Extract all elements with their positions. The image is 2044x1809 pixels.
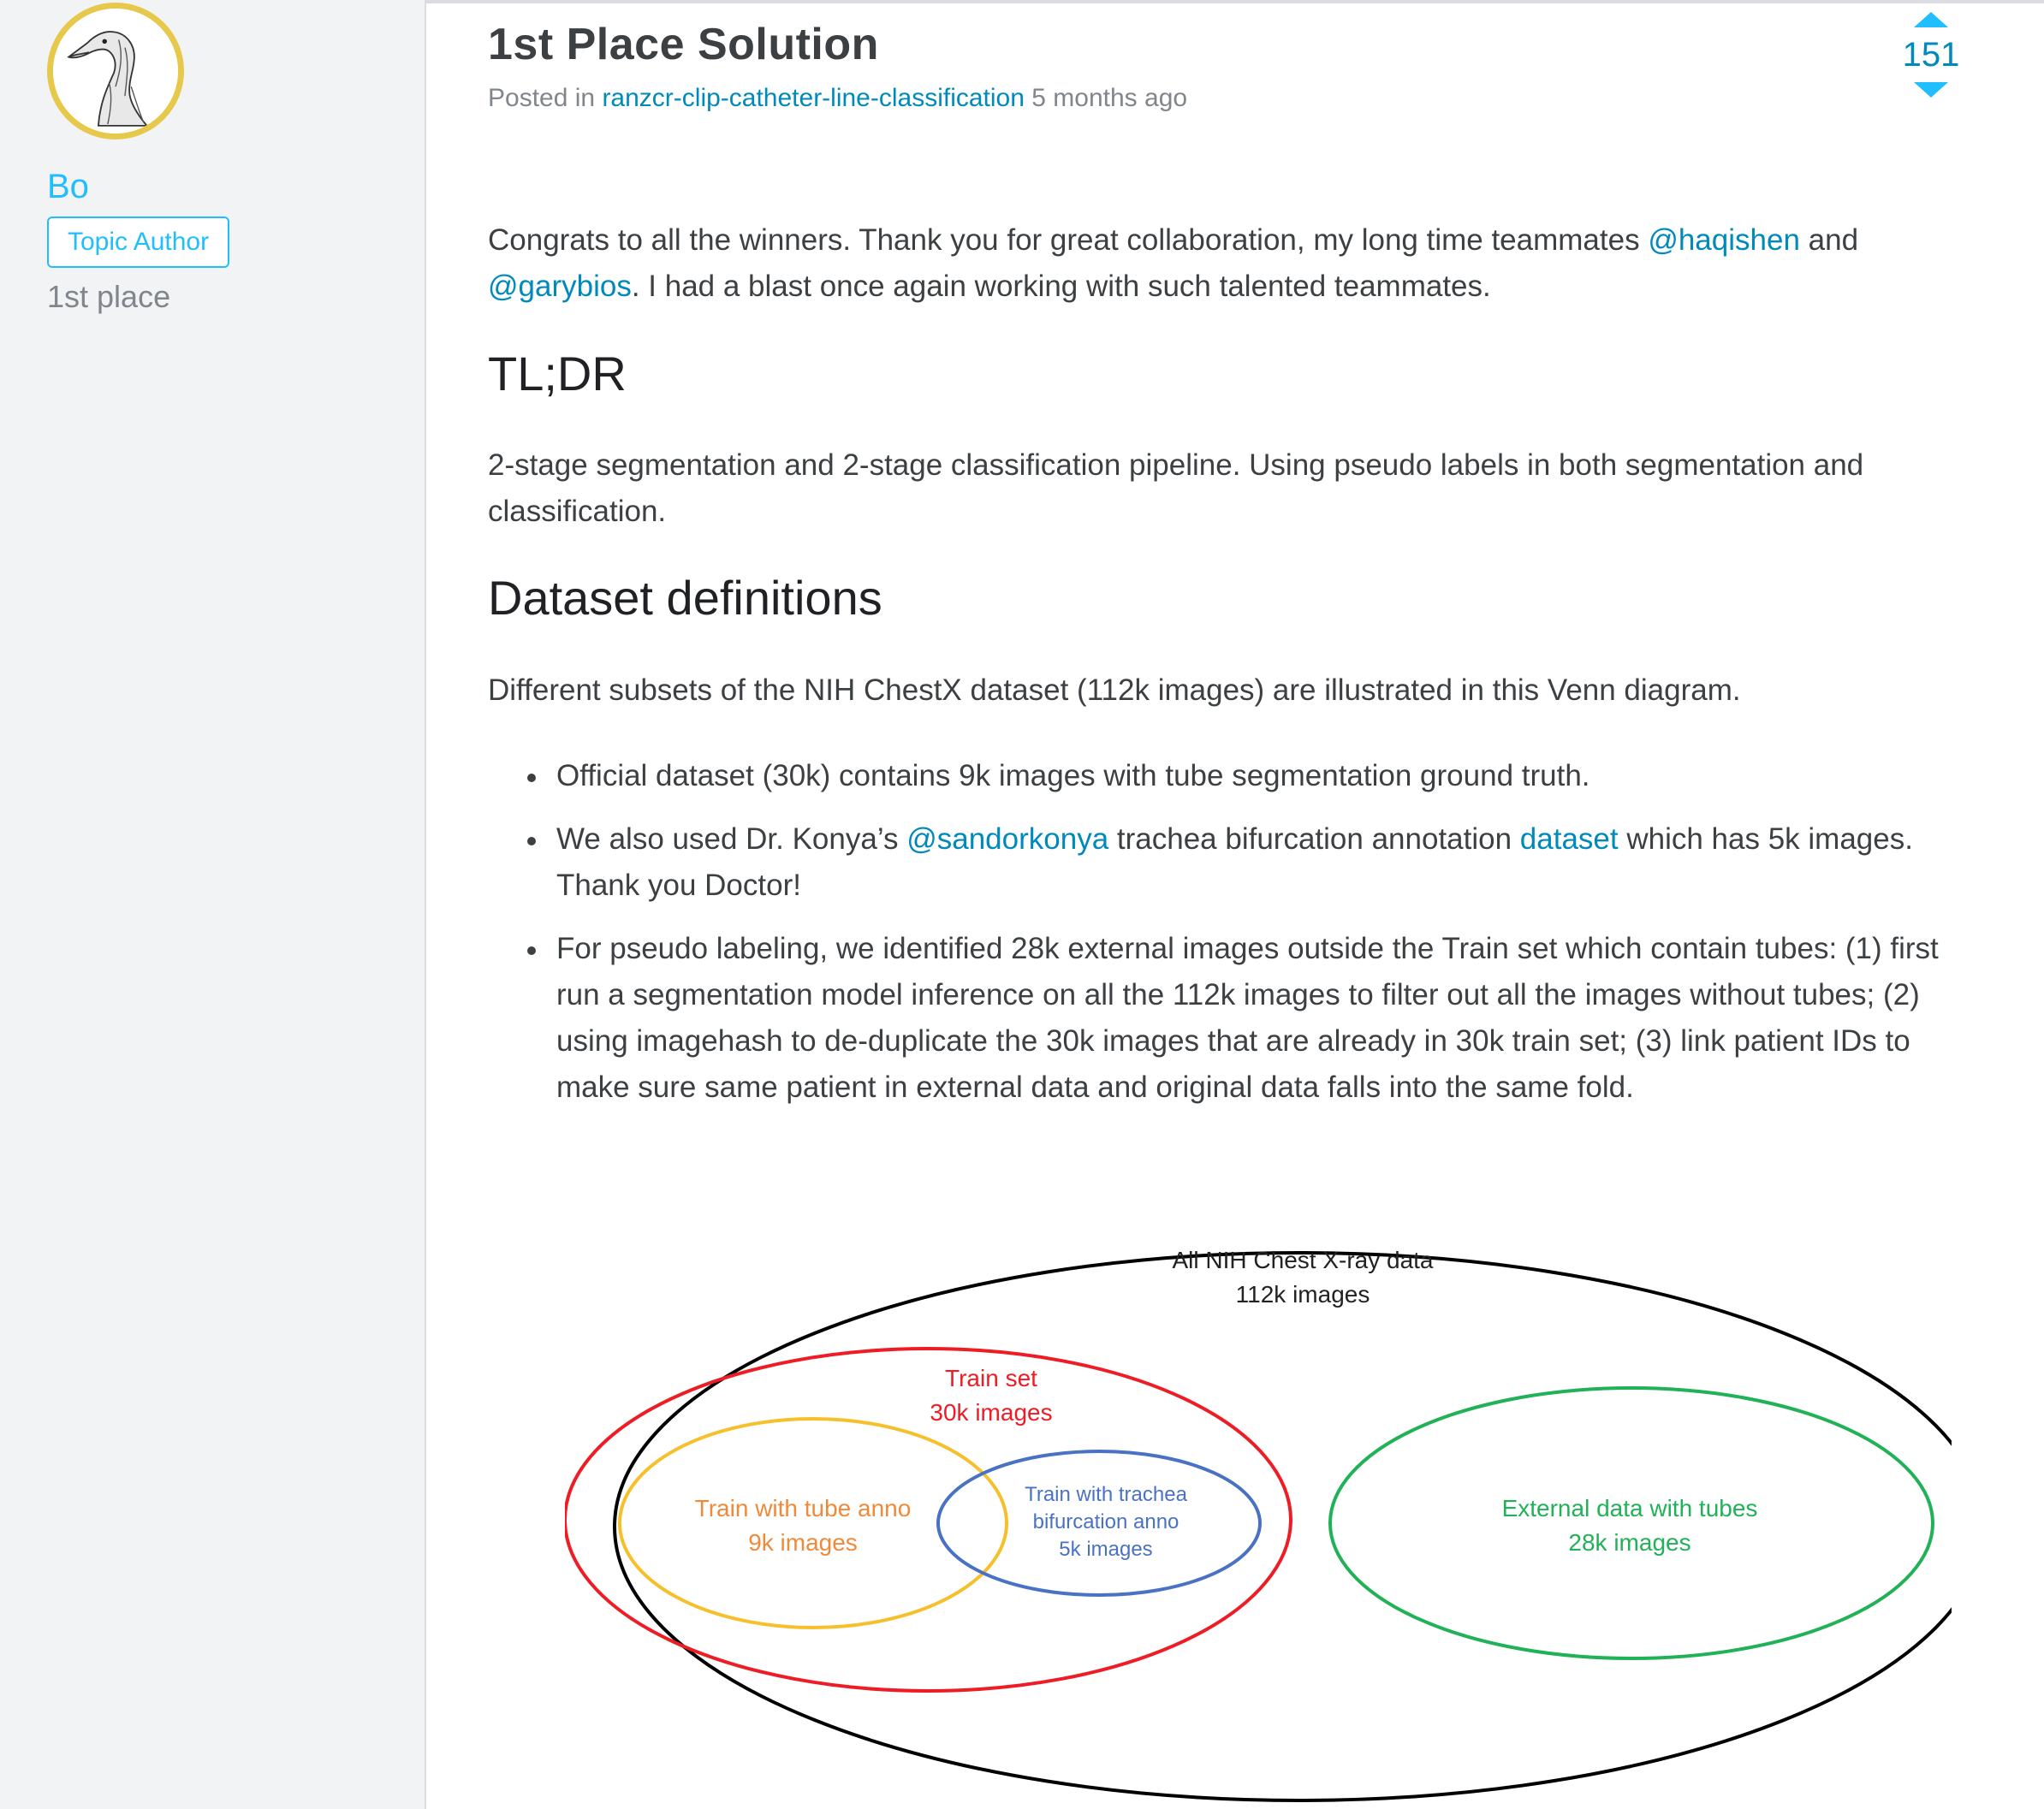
bullet-text: For pseudo labeling, we identified 28k external images outside the Train set which contain tubes: (1) first run a segmentation model inference on all the 112k images to filter out all the images without tubes; (2) using imagehash to de-duplicate the 30k images that are already in 30k train set; (3) link patient IDs to make sure same patient in external data and original data falls into the same fold.	[556, 932, 1939, 1104]
dataset-bullet-list	[488, 753, 1977, 1128]
list-item	[488, 926, 1977, 1111]
bullet-text: We also used Dr. Konya’s	[556, 822, 899, 856]
post-title: 1st Place Solution	[488, 20, 879, 69]
dataset-heading: Dataset definitions	[488, 571, 882, 625]
author-rank: 1st place	[47, 279, 171, 314]
intro-paragraph	[488, 217, 1977, 310]
intro-text: Congrats to all the winners. Thank you for great collaboration, my long time teammates	[488, 223, 1640, 257]
tldr-paragraph: 2-stage segmentation and 2-stage classification pipeline. Using pseudo labels in both segmentation and classification.	[488, 448, 1864, 528]
mention-garybios-link[interactable]: @garybios	[488, 270, 632, 303]
author-sidebar	[0, 0, 426, 1809]
venn-trachea-label-3: 5k images	[1059, 1538, 1153, 1561]
venn-trachea-label-1: Train with trachea	[1025, 1483, 1187, 1506]
venn-tube-label-2: 9k images	[748, 1529, 858, 1556]
venn-external-label-1: External data with tubes	[1501, 1495, 1758, 1521]
bullet-text: Official dataset (30k) contains 9k images with tube segmentation ground truth.	[556, 759, 1590, 792]
mention-sandorkonya-link[interactable]: @sandorkonya	[906, 822, 1109, 856]
author-avatar[interactable]	[47, 3, 184, 139]
dataset-link[interactable]: dataset	[1519, 822, 1619, 856]
venn-trachea-label-2: bifurcation anno	[1032, 1510, 1179, 1533]
vote-count: 151	[1902, 36, 1960, 74]
venn-diagram	[565, 1232, 1952, 1809]
intro-text-end: . I had a blast once again working with such talented teammates.	[631, 270, 1491, 303]
venn-train-label-2: 30k images	[930, 1399, 1053, 1426]
intro-text-and: and	[1808, 223, 1859, 257]
venn-external-label-2: 28k images	[1568, 1529, 1691, 1556]
downvote-arrow-icon[interactable]	[1914, 82, 1948, 98]
vote-widget	[1888, 12, 1974, 98]
mention-haqishen-link[interactable]: @haqishen	[1648, 223, 1800, 257]
venn-tube-label-1: Train with tube anno	[694, 1495, 912, 1521]
posted-time: 5 months ago	[1031, 84, 1188, 112]
dataset-paragraph: Different subsets of the NIH ChestX dataset (112k images) are illustrated in this Venn diagram.	[488, 673, 1741, 707]
venn-all-nih-ellipse	[615, 1253, 1952, 1800]
topic-author-badge: Topic Author	[47, 216, 229, 268]
venn-all-label-1: All NIH Chest X-ray data	[1172, 1247, 1434, 1273]
upvote-arrow-icon[interactable]	[1914, 12, 1948, 27]
goose-avatar-icon	[53, 9, 178, 133]
venn-external-ellipse	[1330, 1388, 1933, 1658]
venn-tube-anno-ellipse	[620, 1419, 1007, 1628]
list-item	[488, 816, 1977, 909]
tldr-heading: TL;DR	[488, 347, 627, 400]
bullet-text: trachea bifurcation annotation	[1116, 822, 1512, 856]
competition-link[interactable]: ranzcr-clip-catheter-line-classification	[602, 84, 1025, 112]
posted-prefix: Posted in	[488, 84, 596, 112]
list-item	[488, 753, 1977, 799]
venn-all-label-2: 112k images	[1235, 1281, 1370, 1308]
bullet-text: which has 5k images. Thank you Doctor!	[556, 822, 1913, 902]
venn-train-label-1: Train set	[945, 1365, 1037, 1391]
post-meta	[488, 84, 1187, 113]
author-name-link[interactable]: Bo	[47, 168, 89, 205]
